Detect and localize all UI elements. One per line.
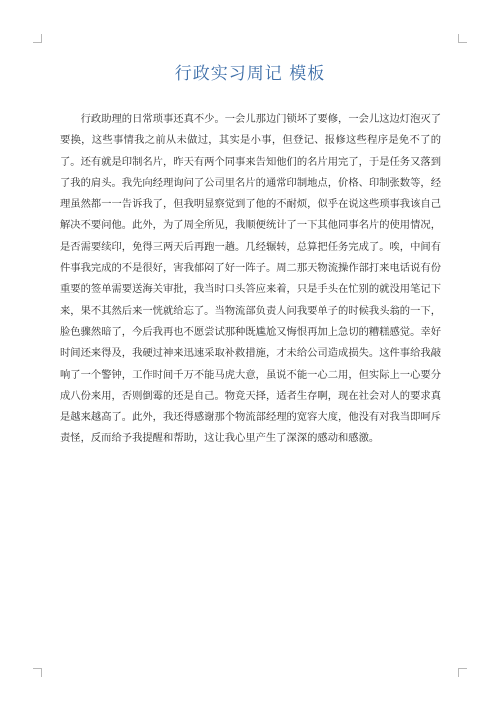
crop-mark-top-right bbox=[458, 34, 467, 43]
crop-mark-top-left bbox=[33, 34, 42, 43]
crop-mark-bottom-right bbox=[458, 668, 467, 677]
document-title: 行政实习周记 模板 bbox=[174, 64, 326, 84]
body-paragraph: 行政助理的日常琐事还真不少。一会儿那边门锁坏了要修，一会儿这边灯泡灭了要换，这些事情我之前从未做过，其实是小事，但登记、报修这些程序是免不了的了。还有就是印制名片，昨天有两个同事来告知他们的名片用完了，于是任务又落到了我的肩头。我先向经理询问了公司里名片的通常印制地点，价格、印制张数等，经理虽然都一一告诉我了，但我明显察觉到了他的不耐烦，似乎在说这些琐事我该自己解决不要问他。此外，为了周全所见，我顺便统计了一下其他同事名片的使用情况，是否需要续印，免得三两天后再跑一趟。几经辗转，总算把任务完成了。唉，中间有件事我完成的不是很好，害我郁闷了好一阵子。周二那天物流操作部打来电话说有份重要的签单需要送海关审批，我当时口头答应来着，只是手头在忙别的就没用笔记下来，果不其然后来一恍就给忘了。当物流部负责人问我要单子的时候我头翁的一下，脸色骤然暗了，今后我再也不愿尝试那种既尴尬又悔恨再加上急切的糟糕感觉。幸好时间还来得及，我硬过神来迅速采取补救措施，才未给公司造成损失。这件事给我敲响了一个警钟，工作时间千万不能马虎大意，虽说不能一心二用，但实际上一心要分成八份来用，否则倒霉的还是自己。物竞天择，适者生存啊，现在社会对人的要求真是越来越高了。此外，我还得感谢那个物流部经理的宽容大度，他没有对我当即呵斥责怪，反而给予我提醒和帮助，这让我心里产生了深深的感动和感激。 bbox=[60, 113, 441, 445]
crop-mark-bottom-left bbox=[33, 668, 42, 677]
